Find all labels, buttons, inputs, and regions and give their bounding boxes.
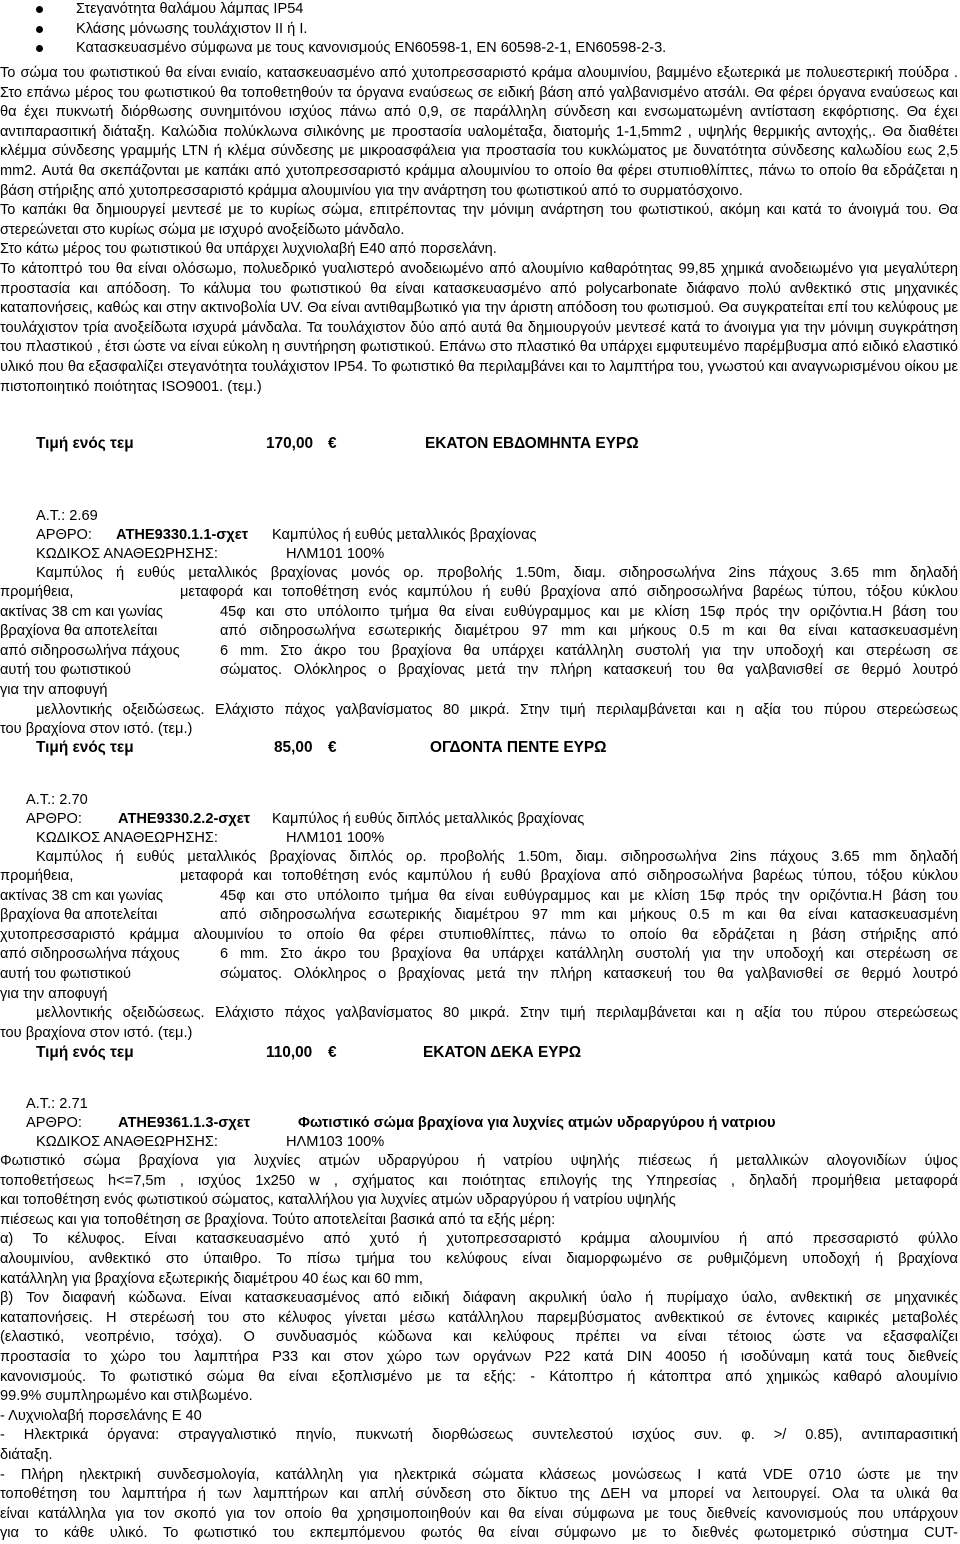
- article-row: [26, 810, 585, 830]
- text-line: [0, 1407, 958, 1427]
- text-line: [0, 985, 958, 1005]
- text-segment: τοποθετήσεως h<=7,5m , ισχύος 1x250 w , σχήματος και ποιότητας επιλογής της Υπηρεσίας , δηλαδή προμήθεια μεταφορά: [0, 1172, 958, 1189]
- revision-label: ΚΩΔΙΚΟΣ ΑΝΑΘΕΩΡΗΣΗΣ:: [36, 830, 218, 846]
- text-segment: 45φ και στο υπόλοιπο τμήμα θα είναι ευθύγραμμος και με κλίση 15φ πρός την οριζόντια.Η βάση του: [220, 603, 958, 620]
- revision-label: ΚΩΔΙΚΟΣ ΑΝΑΘΕΩΡΗΣΗΣ:: [36, 546, 218, 562]
- text-line: [0, 661, 958, 681]
- text-segment: διάταξη.: [0, 1446, 53, 1463]
- article-row: [26, 1114, 776, 1134]
- text-segment: είναι κατάλληλα για τον σκοπό για τον οποίο θα χρησιμοποιηθούν και θα είναι σύμφωνα με τους διεθνείς κανονισμούς που υπάρχουν: [0, 1505, 958, 1522]
- text-segment: σώματος. Ολόκληρος ο βραχίονας μετά την πλήρη κατασκευή του θα γαλβανισθεί σε θερμό λουτρό: [220, 662, 958, 679]
- text-segment: ακτίνας 38 cm και γωνίας: [0, 887, 163, 904]
- bullet-item: [36, 20, 936, 40]
- text-segment: κατάλληλη για βραχίονα εξωτερικής διαμέτρου 40 έως και 60 mm,: [0, 1270, 423, 1287]
- article-code: ATHE9330.2.2-σχετ: [118, 811, 251, 827]
- text-line: [0, 1485, 958, 1505]
- article-title: Καμπύλος ή ευθύς μεταλλικός βραχίονας: [272, 527, 537, 543]
- text-line: [0, 1348, 958, 1368]
- text-segment: βραχίονα θα αποτελείται: [0, 907, 158, 924]
- text-line: [0, 1211, 958, 1231]
- text-segment: από σιδηροσωλήνα πάχους: [0, 642, 180, 659]
- price-value: 110,00: [266, 1044, 313, 1061]
- text-segment: σώματος. Ολόκληρος ο βραχίονας μετά την πλήρη κατασκευή του θα γαλβανισθεί σε θερμό λουτρό: [220, 965, 958, 982]
- bullet-dot-icon: [36, 26, 43, 33]
- item-description-first: Καμπύλος ή ευθύς μεταλλικός βραχίονας διπλός ορ. προβολής 1.50m, διαμ. σιδηροσωλήνα 2ins πάχους 3.65 mm δηλαδή: [36, 849, 958, 865]
- at-label: Α.Τ.: 2.70: [26, 792, 88, 808]
- revision-value: ΗΛΜ101 100%: [286, 830, 385, 846]
- text-line: [0, 965, 958, 985]
- text-line: [0, 1387, 958, 1407]
- text-segment: και τοποθέτηση ενός φωτιστικού σώματος, καταλλήλου για λυχνίες ατμών υδραργύρου ή νατρίου υψηλής: [0, 1192, 676, 1209]
- text-segment: χυτοπρεσσαριστό κράμμα αλουμινίου το οποίο θα φέρει στυπιοθλίπτες, πάνω το οποίο θα εδράζεται η βάση στήριξης από: [0, 926, 958, 943]
- text-line: [0, 1230, 958, 1250]
- price-words: ΟΓΔΟΝΤΑ ΠΕΝΤΕ ΕΥΡΩ: [430, 739, 607, 756]
- price-words: ΕΚΑΤΟΝ ΕΒΔΟΜΗΝΤΑ ΕΥΡΩ: [425, 435, 639, 452]
- text-segment: 45φ και στο υπόλοιπο τμήμα θα είναι ευθύγραμμος και με κλίση 15φ πρός την οριζόντια.Η βάση του: [220, 887, 958, 904]
- text-segment: καταπονήσεις. Η στερέωσή του στο κέλυφος γίνεται μέσω κατάλληλου παρεμβύσματος ανθεκτικού σε έντονες καιρικές μεταβολές: [0, 1309, 958, 1326]
- price-value: 85,00: [274, 739, 313, 756]
- text-segment: πιέσεως και για τοποθέτηση σε βραχίονα. Τούτο αποτελείται βασικά από τα εξής μέρη:: [0, 1211, 556, 1228]
- revision-row: [36, 1133, 385, 1153]
- at-number: 2.70: [59, 792, 88, 808]
- item-description-columns: [0, 867, 958, 1043]
- text-line: [0, 1446, 958, 1466]
- description-paragraph: Το καπάκι θα δημιουργεί μεντεσέ με το κυρίως σώμα, επιτρέποντας την μόνιμη ανάρτηση του φωτιστικού, ακόμη και κατά το άνοιγμά του. Θα στερεώνεται στο κυρίως σώμα με ισχυρό ανοξείδωτο μάνδαλο.: [0, 202, 958, 238]
- text-segment: Φωτιστικό σώμα βραχίονα για λυχνίες ατμών υδραργύρου ή νατρίου υψηλής πιέσεως ή μεταλλικών αλογονιδίων ύψος: [0, 1153, 958, 1169]
- text-segment: μεταφορά και τοποθέτηση ενός καμπύλου ή ευθύ βραχίονα από σιδηροσωλήνα βαρέως τύπου, τόξου κύκλου: [180, 868, 958, 884]
- text-line: [0, 1004, 958, 1024]
- text-segment: (ελαστικό, νεοπρένιο, τσόχα). Ο συνδυασμός κώδωνα και κελύφους πρέπει να είναι τέτοιος ώστε να εξασφαλίζει: [0, 1329, 958, 1346]
- description-paragraph: Στο κάτω μέρος του φωτιστικού θα υπάρχει λυχνιολαβή Ε40 από πορσελάνη.: [0, 241, 497, 258]
- text-line: [0, 1172, 958, 1192]
- article-label: ΑΡΘΡΟ:: [26, 1115, 82, 1131]
- euro-icon: €: [328, 435, 337, 452]
- revision-label: ΚΩΔΙΚΟΣ ΑΝΑΘΕΩΡΗΣΗΣ:: [36, 1134, 218, 1150]
- text-line: [0, 1289, 958, 1309]
- euro-icon: €: [328, 739, 337, 756]
- text-line: [0, 1368, 958, 1388]
- spec-bullet-list: [36, 0, 936, 59]
- text-segment: βραχίονα θα αποτελείται: [0, 623, 158, 640]
- text-segment: α) Το κέλυφος. Είναι κατασκευασμένο από χυτό ή χυτοπρεσσαριστό κράμμα αλουμινίου ή από πρεσσαριστό φύλλο: [0, 1231, 958, 1248]
- text-line: [0, 701, 958, 721]
- text-segment: - Πλήρη ηλεκτρική συνδεσμολογία, κατάλληλη για ηλεκτρικά σώματα κλάσεως μονώσεως Ι κατά VDE 0710 ώστε με την: [0, 1466, 958, 1483]
- text-line: [0, 603, 958, 623]
- text-line: [0, 720, 958, 740]
- text-segment: αυτή του φωτιστικού: [0, 662, 131, 679]
- price-value: 170,00: [266, 435, 314, 452]
- text-segment: προμήθεια,: [0, 584, 74, 600]
- text-segment: τοποθέτηση του λαμπτήρα ή των λαμπτήρων και απλή σύνδεση στο δίκτυο της ΔΕΗ να μπορεί να λειτουργεί. Ολα τα υλικά θα: [0, 1486, 958, 1503]
- text-segment: από σιδηροσωλήνα πάχους: [0, 946, 180, 963]
- text-line: [0, 1270, 958, 1290]
- text-segment: 99.9% συμπληρωμένο και στιλβωμένο.: [0, 1388, 253, 1405]
- item-description-lines: [0, 1152, 958, 1544]
- at-number: 2.69: [69, 508, 98, 524]
- text-segment: μεταφορά και τοποθέτηση ενός καμπύλου ή ευθύ βραχίονα από σιδηροσωλήνα βαρέως τύπου, τόξου κύκλου: [180, 584, 958, 600]
- text-line: [0, 945, 958, 965]
- bullet-text: Στεγανότητα θαλάμου λάμπας IP54: [76, 1, 304, 17]
- text-segment: - Λυχνιολαβή πορσελάνης Ε 40: [0, 1407, 202, 1424]
- text-segment: από σιδηροσωλήνα εσωτερικής διαμέτρου 97 mm και μήκους 0.5 m και θα είναι κατασκευασμένη: [220, 907, 958, 924]
- article-title: Καμπύλος ή ευθύς διπλός μεταλλικός βραχίονας: [272, 811, 585, 827]
- text-segment: για το κάθε υλικό. Το φωτιστικό του εκπεμπόμενου φωτός θα είναι σύμφωνο με το διεθνές φωτομετρικό σύστημα CUT-: [0, 1525, 958, 1542]
- text-line: [0, 583, 958, 603]
- bullet-text: Κατασκευασμένο σύμφωνα με τους κανονισμούς EN60598-1, EN 60598-2-1, EN60598-2-3.: [76, 40, 667, 57]
- text-line: [0, 1024, 958, 1044]
- text-line: [0, 906, 958, 926]
- item-description-columns: [0, 583, 958, 740]
- text-line: [0, 1505, 958, 1525]
- bullet-item: [36, 0, 936, 20]
- description-block: [0, 64, 958, 397]
- text-segment: του βραχίονα στον ιστό. (τεμ.): [0, 721, 193, 738]
- revision-value: ΗΛΜ103 100%: [286, 1134, 385, 1150]
- price-label: Τιμή ενός τεμ: [36, 435, 134, 452]
- text-segment: αλουμινίου, ανθεκτικό στο ύπαιθρο. Το πίσω τμήμα του κελύφους είναι διαμορφωμένο σε ρυθμιζόμενη υποδοχή ή βραχίονα: [0, 1250, 958, 1267]
- text-segment: β) Τον διαφανή κώδωνα. Είναι κατασκευασμένος από ειδική διάφανη ακρυλική ύαλο ή πυρίμαχο ύαλο, ανθεκτική σε μηχανικές: [0, 1290, 958, 1307]
- description-paragraph: Το σώμα του φωτιστικού θα είναι ενιαίο, κατασκευασμένο από χυτοπρεσσαριστό κράμα αλουμινίου, βαμμένο εξωτερικά με πολυεστερική πούδρα . Στο επάνω μέρος του φωτιστικού θα τοποθετηθούν τα όργανα εναύσεως σε ειδική βάση από γαλβανισμένο ατσάλι. Θα φέρει όργανα εναύσεως και θα έχει πυκνωτή διόρθωσης συνημιτόνου ισχύος πάνω από 0,9, σε παράλληλη σύνδεση και ενσωματωμένη αντίσταση εκφόρτισης. Θα έχει αντιπαρασιτική διάταξη. Καλώδια πολύκλωνα σιλικόνης με προστασία υαλομέταξα, διατομής 1-1,5mm2 , υψηλής θερμικής αντοχής,. Θα διαθέτει κλέμμα σύνδεσης γραμμής LTN ή κλέμα σύνδεσης με μικροασφάλεια για προστασία του κυκλώματος με δυνατότητα σύνδεσης καλωδίου εως 2,5 mm2. Αυτά θα σκεπάζονται με καπάκι από χυτοπρεσσαριστό κράμμα αλουμινίου το οποίο θα φέρει στυπιοθλίπτες, πάνω το οποίο θα εδράζεται η βάση στήριξης από χυτοπρεσσαριστό κράμμα αλουμινίου για την ανάρτηση του φωτιστικού από το συρματόσχοινο.: [0, 65, 958, 199]
- text-line: [0, 1524, 958, 1544]
- text-segment: - Ηλεκτρικά όργανα: στραγγαλιστικό πηνίο, πυκνωτή διορθώσεως συντελεστού ισχύος συν. φ. >/ 0.85), αντιπαρασιτική: [0, 1427, 958, 1444]
- price-label: Τιμή ενός τεμ: [36, 1044, 134, 1061]
- text-segment: 6 mm. Στο άκρο του βραχίονα θα υπάρχει κατάλληλη συστολή για την υποδοχή και στερέωση σε: [220, 946, 958, 963]
- article-code: ATHE9330.1.1-σχετ: [116, 527, 249, 543]
- article-row: [36, 526, 537, 546]
- text-line: [0, 1466, 958, 1486]
- text-segment: αυτή του φωτιστικού: [0, 965, 131, 982]
- text-line: [0, 926, 958, 946]
- text-segment: 6 mm. Στο άκρο του βραχίονα θα υπάρχει κατάλληλη συστολή για την υποδοχή και στερέωση σε: [220, 642, 958, 659]
- description-paragraph: Το κάτοπτρό του θα είναι ολόσωμο, πολυεδρικό γυαλιστερό ανοδειωμένο από αλουμίνιο καθαρότητας 99,85 χημικά ανοδειωμένο για μεγαλύτερη προστασία και απόδοση. Το κάλυμα του φωτιστικού θα είναι κατασκευασμένο από polycarbonate διάφανο πολύ ανθεκτικό στις μηχανικές καταπονήσεις, καθώς και στην ακτινοβολία UV. Θα είναι αντιθαμβωτικό για την άριστη απόδοση του φωτισμού. Θα συγκρατείται επί του κελύφους με τουλάχιστον τρία ανοξείδωτα ισχυρά μάνδαλα. Τα τουλάχιστον δύο από αυτά θα δημιουργούν μεντεσέ κατά το άνοιγμα για την μόνιμη συγκράτηση του πλαστικού , έτσι ώστε να είναι εύκολη η συντήρηση φωτιστικού. Επάνω στο πλαστικό θα υπάρχει εμφυτευμένο παρέμβυσμα από ειδικό ελαστικό υλικό που θα εξασφαλίζει στεγανότητα τουλάχιστον IP54. Το φωτιστικό θα περιλαμβάνει και το λαμπτήρα του, γνωστού και αναγνωρισμένου οίκου με πιστοποιητικό ποιότητας ISO9001. (τεμ.): [0, 260, 958, 395]
- text-segment: του βραχίονα στον ιστό. (τεμ.): [0, 1024, 193, 1041]
- text-segment: για την αποφυγή: [0, 681, 108, 698]
- article-title: Φωτιστικό σώμα βραχίονα για λυχνίες ατμών υδραργύρου ή νατριου: [298, 1115, 776, 1131]
- text-line: [0, 622, 958, 642]
- text-segment: προμήθεια,: [0, 868, 74, 884]
- item-description-first: Καμπύλος ή ευθύς μεταλλικός βραχίονας μονός ορ. προβολής 1.50m, διαμ. σιδηροσωλήνα 2ins πάχους 3.65 mm δηλαδή: [36, 565, 958, 581]
- bullet-item: [36, 39, 936, 59]
- text-segment: κανονισμούς. Το φωτιστικό σώμα θα είναι εξοπλισμένο με τα εξής: - Κάτοπτρο ή κάτοπτρα από χημικώς καθαρό αλουμίνιο: [0, 1368, 958, 1385]
- text-segment: για την αποφυγή: [0, 985, 108, 1002]
- text-line: [0, 1426, 958, 1446]
- at-label: Α.Τ.: 2.71: [26, 1096, 88, 1112]
- text-line: [0, 1250, 958, 1270]
- at-label: Α.Τ.: 2.69: [36, 508, 98, 524]
- text-line: [0, 681, 958, 701]
- euro-icon: €: [328, 1044, 337, 1061]
- revision-value: ΗΛΜ101 100%: [286, 546, 385, 562]
- bullet-text: Κλάσης μόνωσης τουλάχιστον II ή I.: [76, 20, 308, 37]
- text-line: [0, 1309, 958, 1329]
- text-segment: ακτίνας 38 cm και γωνίας: [0, 603, 163, 620]
- text-segment: από σιδηροσωλήνα εσωτερικής διαμέτρου 97 mm και μήκους 0.5 m και θα είναι κατασκευασμένη: [220, 623, 958, 640]
- revision-row: [36, 545, 385, 565]
- price-words: ΕΚΑΤΟΝ ΔΕΚΑ ΕΥΡΩ: [423, 1044, 582, 1061]
- text-line: [0, 887, 958, 907]
- text-line: [0, 867, 958, 887]
- text-line: [0, 1191, 958, 1211]
- article-code: ATHE9361.1.3-σχετ: [118, 1115, 251, 1131]
- bullet-dot-icon: [36, 6, 43, 13]
- text-segment: μελλοντικής οξειδώσεως. Ελάχιστο πάχος γαλβανίσματος 80 μικρά. Στην τιμή περιλαμβάνεται και η αξία του πύρου στερεώσεως: [36, 701, 958, 718]
- bullet-dot-icon: [36, 45, 43, 52]
- price-label: Τιμή ενός τεμ: [36, 739, 134, 756]
- text-segment: μελλοντικής οξειδώσεως. Ελάχιστο πάχος γαλβανίσματος 80 μικρά. Στην τιμή περιλαμβάνεται και η αξία του πύρου στερεώσεως: [36, 1005, 958, 1022]
- text-line: [0, 1328, 958, 1348]
- revision-row: [36, 829, 385, 849]
- text-segment: προστασία το χώρο του λαμπτήρα P33 και στον χώρο των οργάνων P22 κατά DIN 40050 ή ισοδύναμη κατά τους διεθνείς: [0, 1348, 958, 1365]
- at-number: 2.71: [59, 1096, 88, 1112]
- article-label: ΑΡΘΡΟ:: [26, 811, 82, 827]
- text-line: [0, 642, 958, 662]
- text-line: [0, 1152, 958, 1172]
- article-label: ΑΡΘΡΟ:: [36, 527, 92, 543]
